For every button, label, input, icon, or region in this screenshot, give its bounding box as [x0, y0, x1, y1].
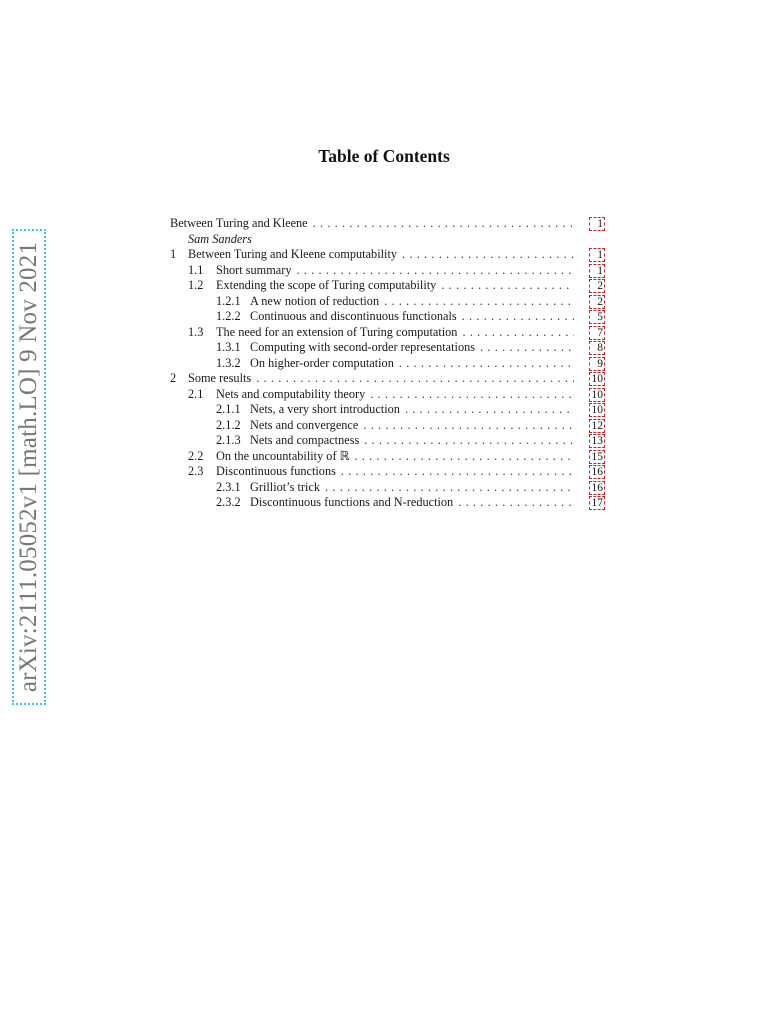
entry-label: Nets and convergence . . . [250, 418, 574, 434]
entry-number: 1.2.1 [216, 293, 241, 308]
entry-number: 2.2 [188, 448, 204, 463]
toc-entry[interactable] [170, 247, 605, 263]
entry-label: Between Turing and Kleene . . . [170, 216, 574, 232]
page-link[interactable]: 1 [589, 217, 605, 231]
entry-number: 1.2 [188, 278, 204, 292]
toc-entry[interactable] [170, 402, 605, 418]
page-link[interactable]: 7 [589, 326, 605, 340]
entry-label: Nets and computability theory . . . [216, 387, 574, 403]
page-link[interactable]: 10 [589, 388, 605, 402]
page-link[interactable]: 1 [589, 264, 605, 278]
page-link[interactable]: 5 [589, 310, 605, 324]
entry-number: 2.1 [188, 386, 204, 401]
entry-number: 1.3.2 [216, 355, 241, 370]
toc-entry[interactable] [170, 433, 605, 449]
page-link[interactable]: 16 [589, 481, 605, 495]
table-of-contents [170, 216, 605, 511]
entry-number: 2.3.1 [216, 479, 241, 494]
entry-number: 2.1.2 [216, 417, 241, 432]
toc-entry[interactable] [170, 371, 605, 387]
toc-entry[interactable] [170, 418, 605, 434]
toc-entry[interactable] [170, 356, 605, 372]
entry-number: 1.1 [188, 262, 204, 277]
arxiv-identifier-stamp[interactable] [12, 229, 46, 705]
toc-entry [170, 232, 605, 248]
entry-number: 1.2.2 [216, 309, 241, 323]
entry-number: 2.3 [188, 464, 204, 478]
toc-title: Table of Contents [318, 146, 450, 166]
toc-entry[interactable] [170, 340, 605, 356]
entry-label: Nets, a very short introduction . . . [250, 402, 574, 418]
page-link[interactable]: 2 [589, 279, 605, 293]
toc-entry[interactable] [170, 480, 605, 496]
toc-entry[interactable] [170, 464, 605, 480]
entry-number: 1.3.1 [216, 340, 241, 354]
page-link[interactable]: 9 [589, 357, 605, 371]
entry-label: Discontinuous functions and N-reduction . . . [250, 495, 574, 511]
page-link[interactable]: 13 [589, 434, 605, 448]
entry-label: A new notion of reduction . . . [250, 294, 574, 310]
toc-entry[interactable] [170, 278, 605, 294]
toc-entry[interactable] [170, 216, 605, 232]
page-link[interactable]: 10 [589, 372, 605, 386]
entry-author: Sam Sanders [188, 231, 252, 246]
entry-label: On the uncountability of ℝ . . . [216, 449, 574, 465]
toc-entry[interactable] [170, 495, 605, 511]
page-link[interactable]: 16 [589, 465, 605, 479]
entry-label: Discontinuous functions . . . [216, 464, 574, 480]
entry-label: Extending the scope of Turing computability . . . [216, 278, 574, 294]
entry-label: Nets and compactness . . . [250, 433, 574, 449]
entry-label: On higher-order computation . . . [250, 356, 574, 372]
page-link[interactable]: 17 [589, 496, 605, 510]
page-link[interactable]: 1 [589, 248, 605, 262]
entry-number: 1.3 [188, 324, 204, 339]
toc-entry[interactable] [170, 309, 605, 325]
entry-label: Between Turing and Kleene computability . . . [188, 247, 574, 263]
toc-entry[interactable] [170, 449, 605, 465]
entry-label: Some results . . . [188, 371, 574, 387]
entry-number: 1 [170, 247, 177, 261]
toc-entry[interactable] [170, 263, 605, 279]
arxiv-identifier-text: arXiv:2111.05052v1 [math.LO] 9 Nov 2021 [15, 241, 42, 693]
page-link[interactable]: 15 [589, 450, 605, 464]
entry-label: Continuous and discontinuous functionals . . . [250, 309, 574, 325]
toc-entry[interactable] [170, 387, 605, 403]
toc-entry[interactable] [170, 325, 605, 341]
page-link[interactable]: 2 [589, 295, 605, 309]
entry-number: 2 [170, 371, 177, 385]
entry-label: Grilliot’s trick . . . [250, 480, 574, 496]
entry-number: 2.1.3 [216, 433, 241, 447]
entry-label: Computing with second-order representations . . . [250, 340, 574, 356]
entry-label: The need for an extension of Turing computation . . . [216, 325, 574, 341]
page-link[interactable]: 12 [589, 419, 605, 433]
toc-entry[interactable] [170, 294, 605, 310]
entry-number: 2.1.1 [216, 402, 241, 416]
page-link[interactable]: 8 [589, 341, 605, 355]
entry-label: Short summary . . . [216, 263, 574, 279]
page-link[interactable]: 10 [589, 403, 605, 417]
entry-number: 2.3.2 [216, 495, 241, 509]
